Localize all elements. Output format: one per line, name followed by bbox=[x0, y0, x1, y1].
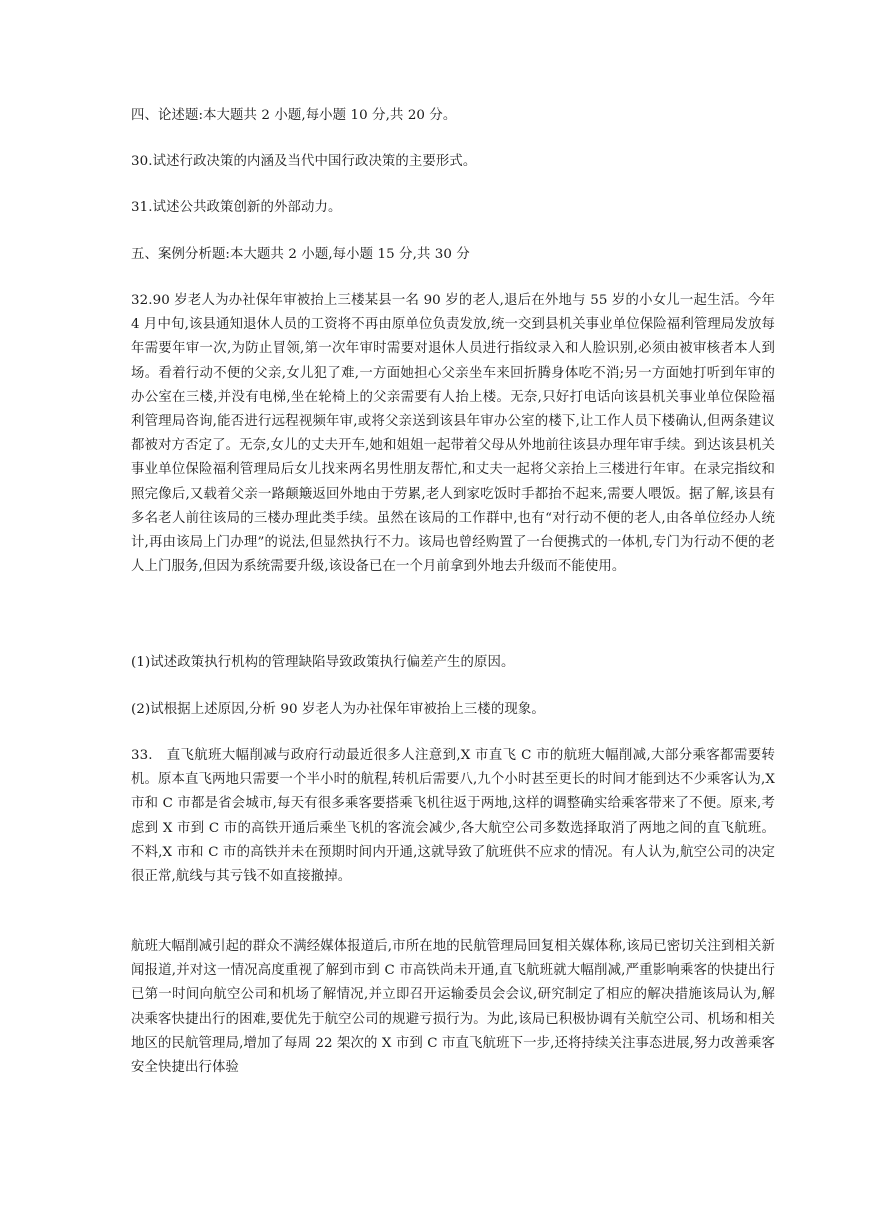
question-32-subquestion-2: (2)试根据上述原因,分析 90 岁老人为办社保年审被抬上三楼的现象。 bbox=[131, 702, 545, 717]
question-33-paragraph-2: 航班大幅削减引起的群众不满经媒体报道后,市所在地的民航管理局回复相关媒体称,该局已密切关注到相关新闻报道,并对这一情况高度重视了解到市到 C 市高铁尚未开通,直飞航班就大幅削减,严重影响乘客的快捷出行已第一时间向航空公司和机场了解情况,并立即召开运输委员会会议,研究制定了相应的解决措施该局认为,解决乘客快捷出行的困难,要优先于航空公司的规避亏损行为。为此,该局已积极协调有关航空公司、机场和相关地区的民航管理局,增加了每周 22 架次的 X 市到 C 市直飞航班下一步,还将持续关注事态进展,努力改善乘客安全快捷出行体验 bbox=[131, 939, 775, 1076]
question-32-case-text: 32.90 岁老人为办社保年审被抬上三楼某县一名 90 岁的老人,退后在外地与 55 岁的小女儿一起生活。今年 4 月中旬,该县通知退休人员的工资将不再由原单位负责发放,统一交到县机关事业单位保险福利管理局发放每年需要年审一次,为防止冒领,第一次年审时需要对退休人员进行指纹录入和人脸识别,必须由被审核者本人到场。看着行动不便的父亲,女儿犯了难,一方面她担心父亲坐车来回折腾身体吃不消;另一方面她打听到年审的办公室在三楼,并没有电梯,坐在轮椅上的父亲需要有人抬上楼。无奈,只好打电话向该县机关事业单位保险福利管理局咨询,能否进行远程视频年审,或将父亲送到该县年审办公室的楼下,让工作人员下楼确认,但两条建议都被对方否定了。无奈,女儿的丈夫开车,她和姐姐一起带着父母从外地前往该县办理年审手续。到达该县机关事业单位保险福利管理局后女儿找来两名男性朋友帮忙,和丈夫一起将父亲抬上三楼进行年审。在录完指纹和照完像后,又载着父亲一路颠簸返回外地由于劳累,老人到家吃饭时手都抬不起来,需要人喂饭。据了解,该县有多名老人前往该局的三楼办理此类手续。虽然在该局的工作群中,也有“对行动不便的老人,由各单位经办人统计,再由该局上门办理”的说法,但显然执行不力。该局也曾经购置了一台便携式的一体机,专门为行动不便的老人上门服务,但因为系统需要升级,该设备已在一个月前拿到外地去升级而不能使用。 bbox=[131, 293, 775, 575]
question-32-subquestion-1: (1)试述政策执行机构的管理缺陷导致政策执行偏差产生的原因。 bbox=[131, 655, 515, 670]
section-four-heading: 四、论述题:本大题共 2 小题,每小题 10 分,共 20 分。 bbox=[131, 108, 457, 123]
section-five-heading: 五、案例分析题:本大题共 2 小题,每小题 15 分,共 30 分 bbox=[131, 247, 470, 262]
question-30: 30.试述行政决策的内涵及当代中国行政决策的主要形式。 bbox=[131, 154, 477, 169]
question-33-paragraph-1: 33. 直飞航班大幅削减与政府行动最近很多人注意到,X 市直飞 C 市的航班大幅削减,大部分乘客都需要转机。原本直飞两地只需要一个半小时的航程,转机后需要八,九个小时甚至更长的时间才能到达不少乘客认为,X 市和 C 市都是省会城市,每天有很多乘客要搭乘飞机往返于两地,这样的调整确实给乘客带来了不便。原来,考虑到 X 市到 C 市的高铁开通后乘坐飞机的客流会减少,各大航空公司多数选择取消了两地之间的直飞航班。不料,X 市和 C 市的高铁并未在预期时间内开通,这就导致了航班供不应求的情况。有人认为,航空公司的决定很正常,航线与其亏钱不如直接撤掉。 bbox=[131, 748, 775, 885]
question-31: 31.试述公共政策创新的外部动力。 bbox=[131, 200, 342, 215]
